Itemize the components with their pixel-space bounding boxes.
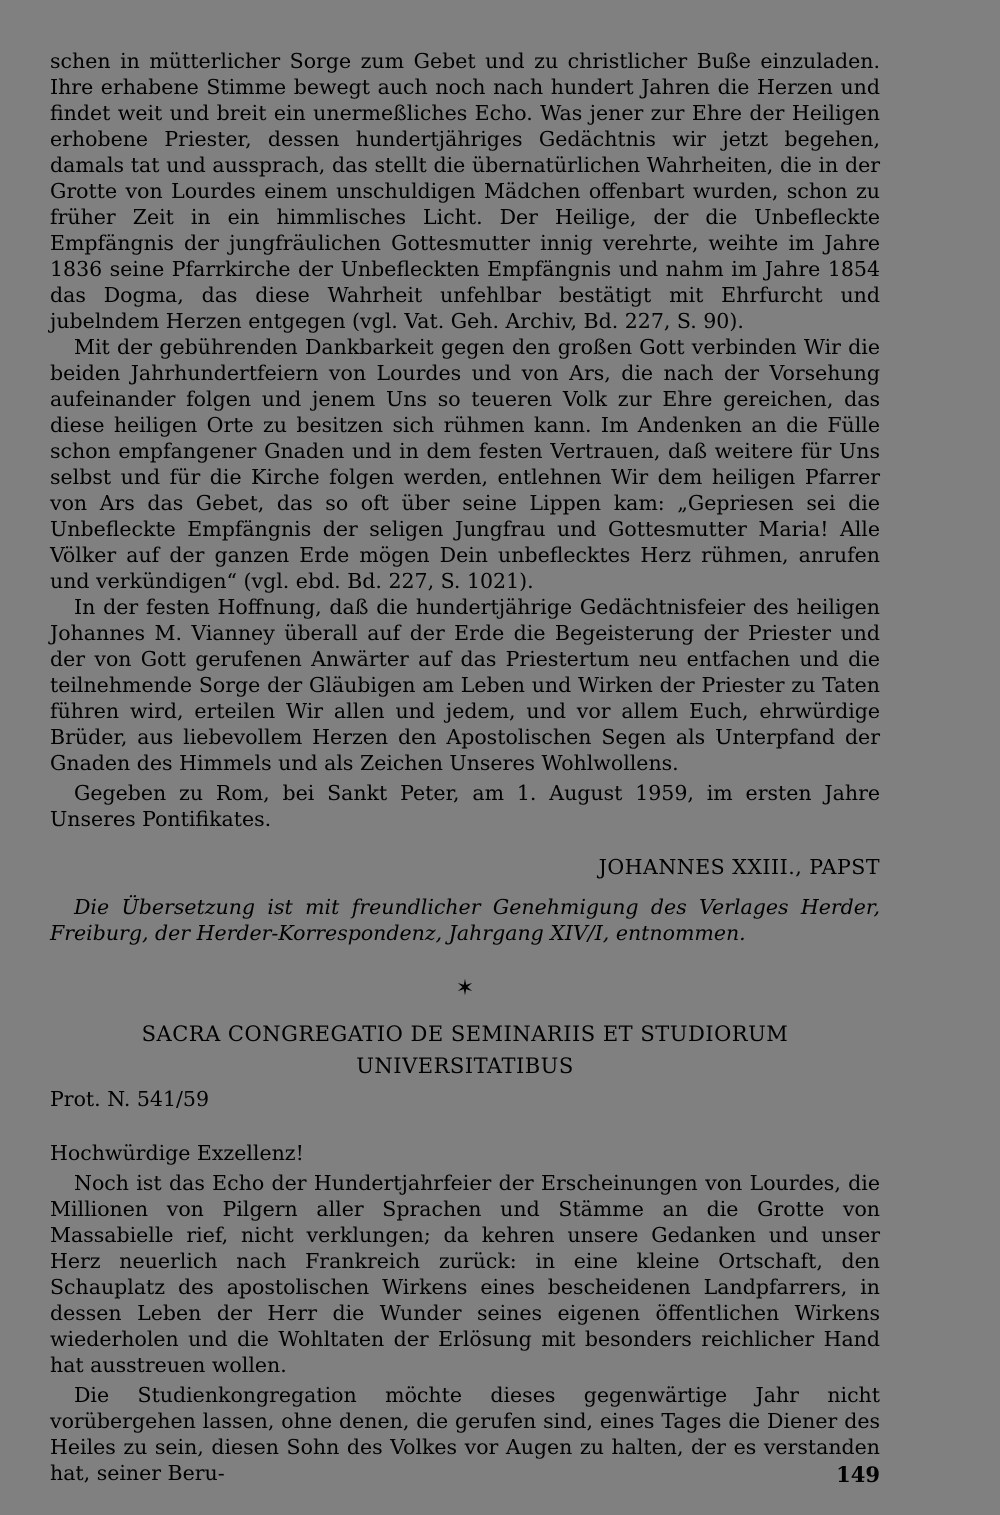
heading-line: SACRA CONGREGATIO DE SEMINARIIS ET STUDIORUM: [141, 1022, 789, 1046]
paragraph: Gegeben zu Rom, bei Sankt Peter, am 1. August 1959, im ersten Jahre Unseres Pontifikates.: [50, 781, 880, 831]
letter-body: [50, 48, 880, 832]
protocol-block: [50, 1086, 880, 1112]
salutation: Hochwürdige Exzellenz!: [50, 1141, 304, 1165]
section-heading: [50, 1018, 880, 1082]
translation-note-block: [50, 894, 880, 946]
star-separator: ✶: [455, 976, 475, 1001]
separator-block: [50, 976, 880, 1002]
signature-block: [50, 854, 880, 880]
paragraph: schen in mütterlicher Sorge zum Gebet und zu christlicher Buße einzuladen. Ihre erhabene Stimme bewegt auch noch nach hundert Jahren die Herzen und findet weit und breit ein unermeßliches Echo. Was jener zur Ehre der Heiligen erhobene Priester, dessen hundertjähriges Gedächtnis wir jetzt begehen, damals tat und aussprach, das stellt die übernatürlichen Wahrheiten, die in der Grotte von Lourdes einem unschuldigen Mädchen offenbart wurden, schon zu früher Zeit in ein himmlisches Licht. Der Heilige, der die Unbefleckte Empfängnis der jungfräulichen Gottesmutter innig verehrte, weihte im Jahre 1836 seine Pfarrkirche der Unbefleckten Empfängnis und nahm im Jahre 1854 das Dogma, das diese Wahrheit unfehlbar bestätigt mit Ehrfurcht und jubelndem Herzen entgegen (vgl. Vat. Geh. Archiv, Bd. 227, S. 90).: [50, 49, 880, 333]
page-number: 149: [836, 1462, 880, 1487]
paragraph: Die Studienkongregation möchte dieses gegenwärtige Jahr nicht vorübergehen lassen, ohne denen, die gerufen sind, eines Tages die Diener des Heiles zu sein, diesen Sohn des Volkes vor Augen zu halten, der es verstanden hat, seiner Beru-: [50, 1383, 880, 1485]
heading-line: UNIVERSITATIBUS: [356, 1054, 574, 1078]
paragraph: In der festen Hoffnung, daß die hundertjährige Gedächtnisfeier des heiligen Johannes M. Vianney überall auf der Erde die Begeisterung der Priester und der von Gott gerufenen Anwärter auf das Priestertum neu entfachen und die teilnehmende Sorge der Gläubigen am Leben und Wirken der Priester zu Taten führen wird, erteilen Wir allen und jedem, und vor allem Euch, ehrwürdige Brüder, aus liebevollem Herzen den Apostolischen Segen als Unterpfand der Gnaden des Himmels und als Zeichen Unseres Wohlwollens.: [50, 595, 880, 775]
translation-note: Die Übersetzung ist mit freundlicher Genehmigung des Verlages Herder, Freiburg, der Herder-Korrespondenz, Jahrgang XIV/I, entnommen.: [50, 895, 880, 945]
protocol-number: Prot. N. 541/59: [50, 1087, 209, 1111]
signature: JOHANNES XXIII., PAPST: [598, 855, 880, 879]
paragraph: Noch ist das Echo der Hundertjahrfeier der Erscheinungen von Lourdes, die Millionen von Pilgern aller Sprachen und Stämme an die Grotte von Massabielle rief, nicht verklungen; da kehren unsere Gedanken und unser Herz neuerlich nach Frankreich zurück: in eine kleine Ortschaft, den Schauplatz des apostolischen Wirkens eines bescheidenen Landpfarrers, in dessen Leben der Herr die Wunder seines eigenen öffentlichen Wirkens wiederholen und die Wohltaten der Erlösung mit besonders reichlicher Hand hat ausstreuen wollen.: [50, 1171, 880, 1377]
letter-2-body: [50, 1140, 880, 1486]
paragraph: Mit der gebührenden Dankbarkeit gegen den großen Gott verbinden Wir die beiden Jahrhundertfeiern von Lourdes und von Ars, die nach der Vorsehung aufeinander folgen und jenem Uns so teueren Volk zur Ehre gereichen, das diese heiligen Orte zu besitzen sich rühmen kann. Im Andenken an die Fülle schon empfangener Gnaden und in dem festen Vertrauen, daß weitere für Uns selbst und für die Kirche folgen werden, entlehnen Wir dem heiligen Pfarrer von Ars das Gebet, das so oft über seine Lippen kam: „Gepriesen sei die Unbefleckte Empfängnis der seligen Jungfrau und Gottesmutter Maria! Alle Völker auf der ganzen Erde mögen Dein unbeflecktes Herz rühmen, anrufen und verkündigen“ (vgl. ebd. Bd. 227, S. 1021).: [50, 335, 880, 593]
